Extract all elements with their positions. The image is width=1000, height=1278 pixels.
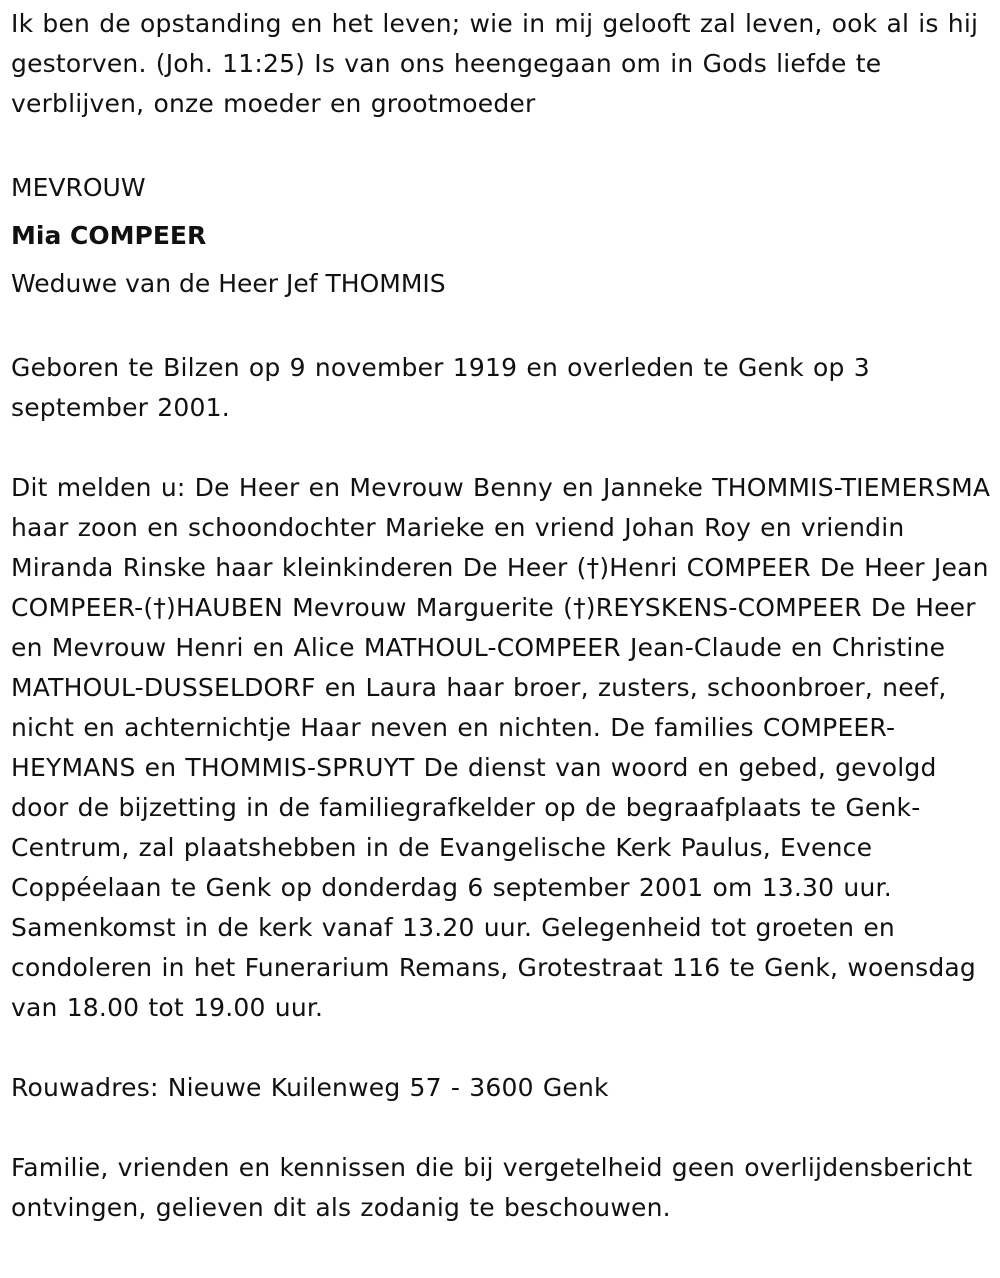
obituary-document: [11, 4, 995, 1228]
spacer: [11, 428, 995, 468]
spacer: [11, 1108, 995, 1148]
spacer: [11, 308, 995, 348]
closing-paragraph: Familie, vrienden en kennissen die bij vergetelheid geen overlijdensbericht ontvingen, gelieven dit als zodanig te beschouwen.: [11, 1153, 973, 1222]
announcement-paragraph: Dit melden u: De Heer en Mevrouw Benny en Janneke THOMMIS-TIEMERSMA haar zoon en schoondochter Marieke en vriend Johan Roy en vriendin Miranda Rinske haar kleinkinderen De Heer (†)Henri COMPEER De Heer Jean COMPEER-(†)HAUBEN Mevrouw Marguerite (†)REYSKENS-COMPEER De Heer en Mevrouw Henri en Alice MATHOUL-COMPEER Jean-Claude en Christine MATHOUL-DUSSELDORF en Laura haar broer, zusters, schoonbroer, neef, nicht en achternichtje Haar neven en nichten. De families COMPEER-HEYMANS en THOMMIS-SPRUYT De dienst van woord en gebed, gevolgd door de bijzetting in de familiegrafkelder op de begraafplaats te Genk-Centrum, zal plaatshebben in de Evangelische Kerk Paulus, Evence Coppéelaan te Genk op donderdag 6 september 2001 om 13.30 uur. Samenkomst in de kerk vanaf 13.20 uur. Gelegenheid tot groeten en condoleren in het Funerarium Remans, Grotestraat 116 te Genk, woensdag van 18.00 tot 19.00 uur.: [11, 473, 991, 1022]
spouse-line: Weduwe van de Heer Jef THOMMIS: [11, 269, 446, 298]
spacer: [11, 124, 995, 164]
spacer: [11, 1028, 995, 1068]
intro-paragraph: Ik ben de opstanding en het leven; wie in mij gelooft zal leven, ook al is hij gestorven. (Joh. 11:25) Is van ons heengegaan om in Gods liefde te verblijven, onze moeder en grootmoeder: [11, 9, 979, 118]
honorific: MEVROUW: [11, 173, 146, 202]
birth-death-paragraph: Geboren te Bilzen op 9 november 1919 en overleden te Genk op 3 september 2001.: [11, 353, 870, 422]
address-line: Rouwadres: Nieuwe Kuilenweg 57 - 3600 Genk: [11, 1073, 609, 1102]
deceased-name: Mia COMPEER: [11, 221, 207, 250]
